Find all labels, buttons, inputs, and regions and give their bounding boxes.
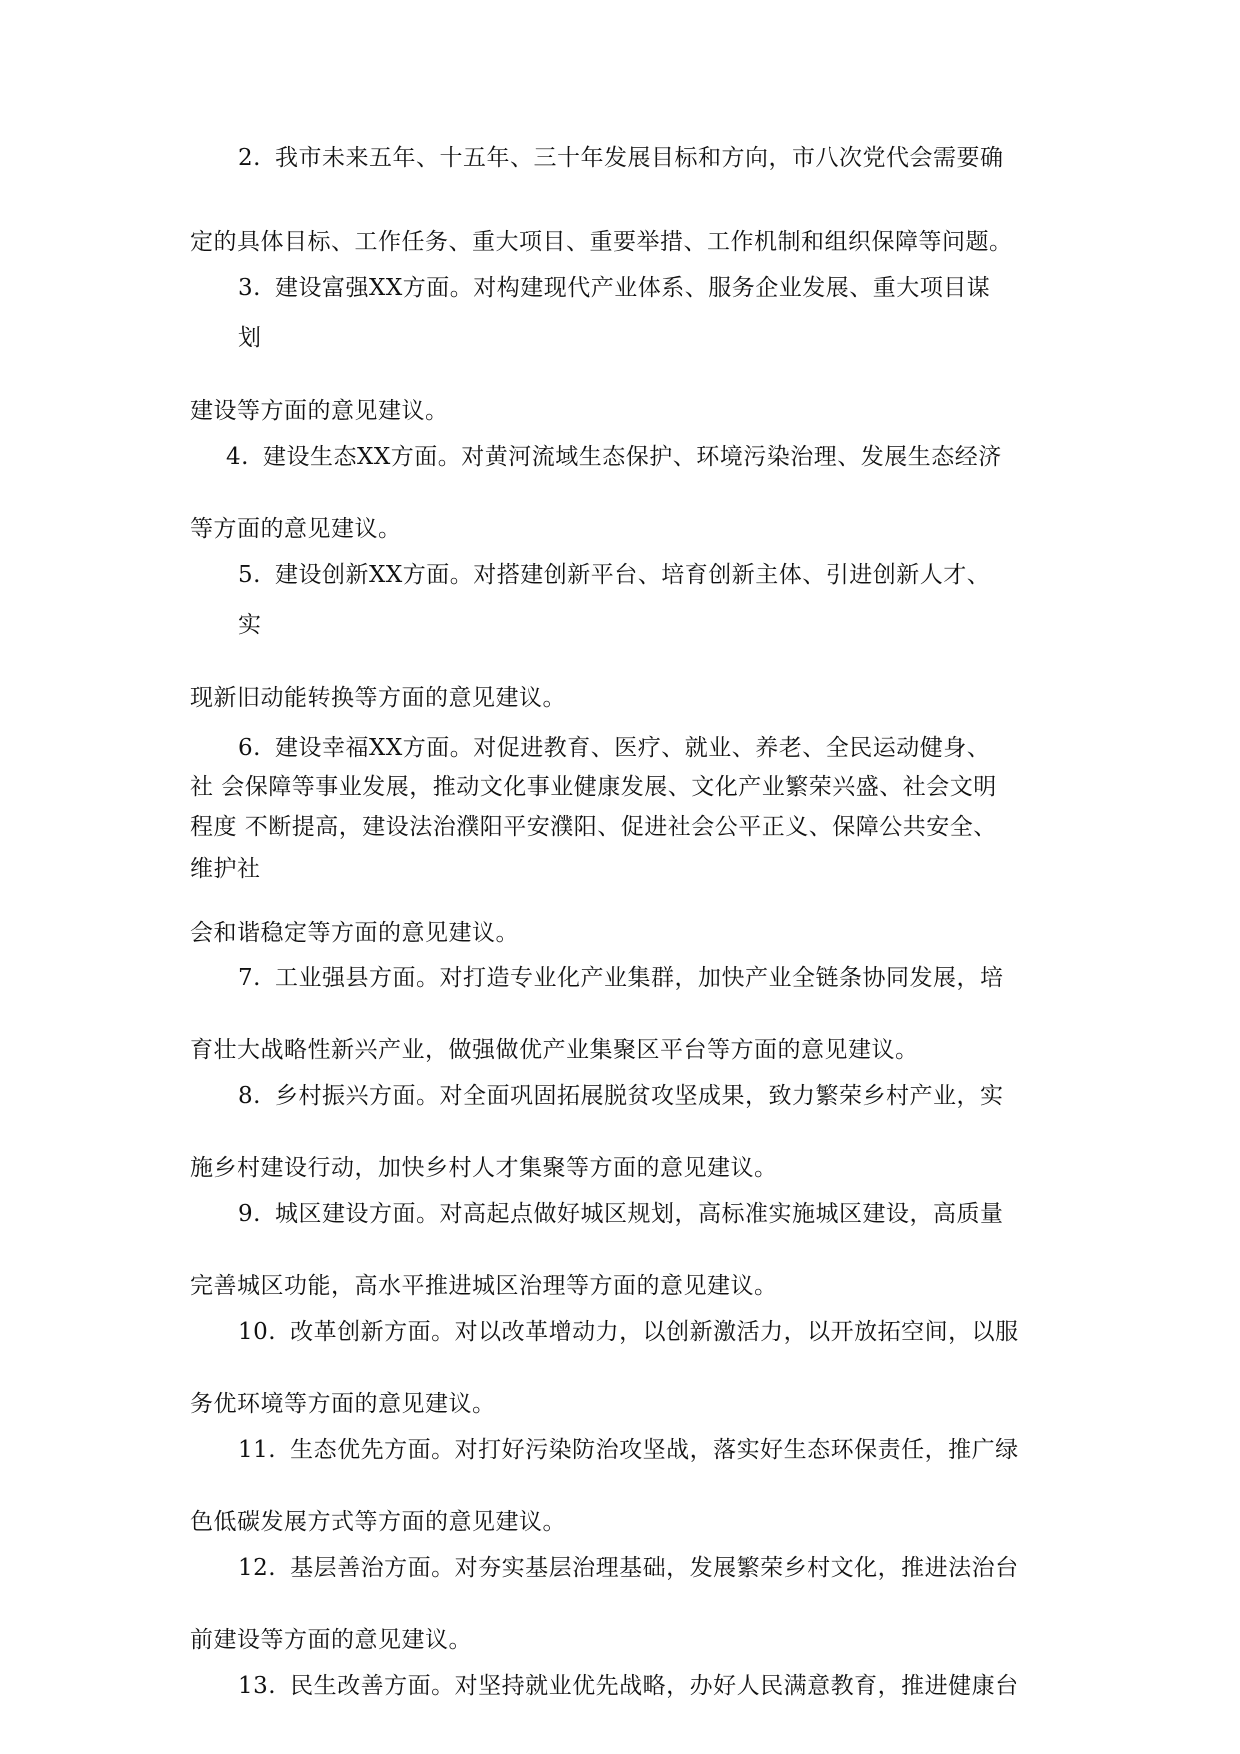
- item-number: 9.: [238, 1201, 261, 1227]
- item-number: 2.: [238, 145, 261, 171]
- item-6-line-5: 会和谐稳定等方面的意见建议。: [190, 920, 519, 946]
- item-11-line-2: 色低碳发展方式等方面的意见建议。: [190, 1509, 566, 1535]
- item-3-line-1: 3. 建设富强XX方面。对构建现代产业体系、服务企业发展、重大项目谋: [238, 275, 991, 301]
- item-8-line-2: 施乡村建设行动，加快乡村人才集聚等方面的意见建议。: [190, 1155, 778, 1181]
- item-2-line-2: 定的具体目标、工作任务、重大项目、重要举措、工作机制和组织保障等问题。: [190, 229, 1013, 255]
- item-number: 11.: [238, 1437, 277, 1463]
- item-number: 6.: [238, 735, 261, 761]
- item-10-line-1: 10. 改革创新方面。对以改革增动力，以创新激活力，以开放拓空间，以服: [238, 1319, 1019, 1345]
- item-13-line-1: 13. 民生改善方面。对坚持就业优先战略，办好人民满意教育，推进健康台: [238, 1673, 1019, 1699]
- item-number: 7.: [238, 965, 261, 991]
- item-5-line-1: 5. 建设创新XX方面。对搭建创新平台、培育创新主体、引进创新人才、: [238, 562, 991, 588]
- item-6-line-1: 6. 建设幸福XX方面。对促进教育、医疗、就业、养老、全民运动健身、: [238, 735, 991, 761]
- item-number: 13.: [238, 1673, 277, 1699]
- item-5-line-2: 实: [238, 612, 262, 638]
- item-6-line-3: 程度 不断提高，建设法治濮阳平安濮阳、促进社会公平正义、保障公共安全、: [190, 814, 997, 840]
- item-5-line-3: 现新旧动能转换等方面的意见建议。: [190, 685, 566, 711]
- item-4-line-2: 等方面的意见建议。: [190, 516, 402, 542]
- item-9-line-2: 完善城区功能，高水平推进城区治理等方面的意见建议。: [190, 1273, 778, 1299]
- item-10-line-2: 务优环境等方面的意见建议。: [190, 1391, 496, 1417]
- item-number: 5.: [238, 562, 261, 588]
- item-number: 3.: [238, 275, 261, 301]
- item-number: 10.: [238, 1319, 277, 1345]
- item-4-line-1: 4. 建设生态XX方面。对黄河流域生态保护、环境污染治理、发展生态经济: [226, 444, 1002, 470]
- item-number: 12.: [238, 1555, 277, 1581]
- item-6-line-4: 维护社: [190, 856, 261, 882]
- item-3-line-3: 建设等方面的意见建议。: [190, 398, 449, 424]
- item-9-line-1: 9. 城区建设方面。对高起点做好城区规划，高标准实施城区建设，高质量: [238, 1201, 1004, 1227]
- item-8-line-1: 8. 乡村振兴方面。对全面巩固拓展脱贫攻坚成果，致力繁荣乡村产业，实: [238, 1083, 1004, 1109]
- item-7-line-2: 育壮大战略性新兴产业，做强做优产业集聚区平台等方面的意见建议。: [190, 1037, 919, 1063]
- item-2-line-1: 2. 我市未来五年、十五年、三十年发展目标和方向，市八次党代会需要确: [238, 145, 1004, 171]
- item-number: 8.: [238, 1083, 261, 1109]
- item-7-line-1: 7. 工业强县方面。对打造专业化产业集群，加快产业全链条协同发展，培: [238, 965, 1004, 991]
- item-6-line-2: 社 会保障等事业发展，推动文化事业健康发展、文化产业繁荣兴盛、社会文明: [190, 774, 997, 800]
- item-3-line-2: 划: [238, 325, 262, 351]
- item-11-line-1: 11. 生态优先方面。对打好污染防治攻坚战，落实好生态环保责任，推广绿: [238, 1437, 1019, 1463]
- item-12-line-2: 前建设等方面的意见建议。: [190, 1627, 472, 1653]
- item-12-line-1: 12. 基层善治方面。对夯实基层治理基础，发展繁荣乡村文化，推进法治台: [238, 1555, 1019, 1581]
- item-number: 4.: [226, 444, 249, 470]
